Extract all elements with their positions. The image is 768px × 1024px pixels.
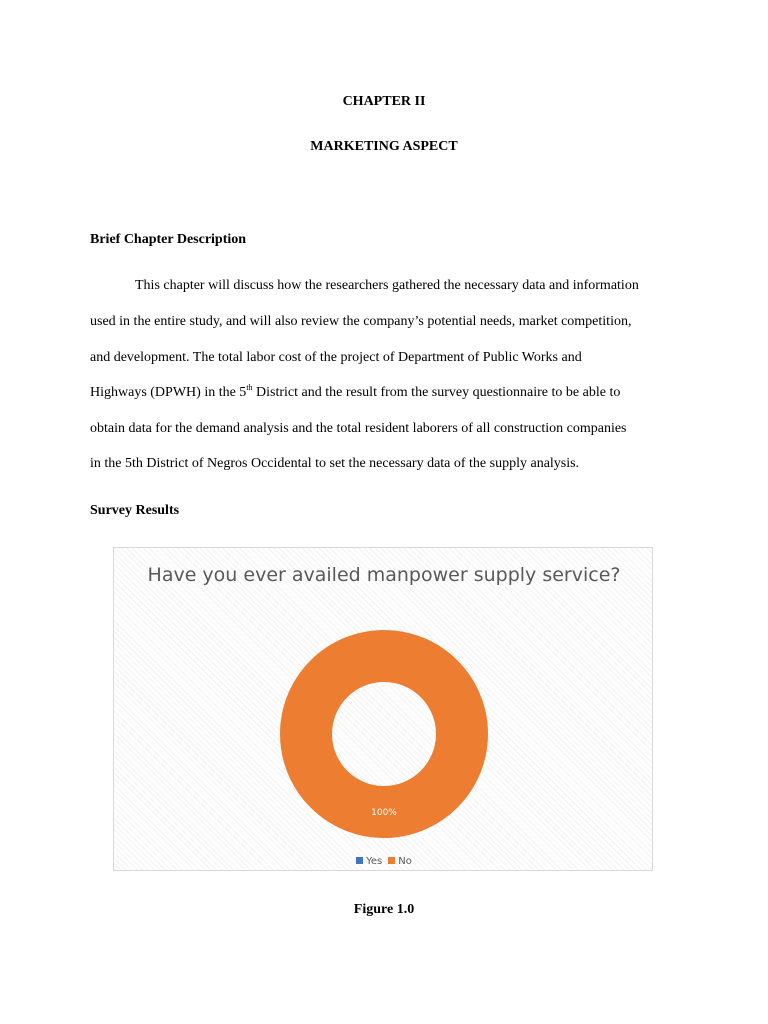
paragraph-line-4-start: Highways (DPWH) in the 5: [90, 385, 247, 400]
paragraph-line-2: used in the entire study, and will also review the company’s potential needs, market competition,: [90, 314, 632, 329]
data-label-no: 100%: [371, 808, 397, 818]
survey-results-heading: Survey Results: [90, 503, 180, 518]
survey-chart: [113, 547, 653, 871]
legend-label-yes: Yes: [366, 856, 383, 867]
legend-entry-yes: [356, 856, 382, 867]
ordinal-superscript: th: [246, 383, 253, 392]
donut-slice-no: [306, 656, 462, 812]
legend-entry-no: [388, 856, 412, 867]
donut-chart-svg: [114, 548, 654, 872]
chapter-title: CHAPTER II: [342, 94, 426, 109]
legend-label-no: No: [398, 856, 412, 867]
legend-swatch-no: [388, 857, 395, 864]
paragraph-line-1: This chapter will discuss how the researchers gathered the necessary data and information: [135, 278, 639, 293]
paragraph-line-3: and development. The total labor cost of the project of Department of Public Works and: [90, 350, 582, 365]
paragraph-line-6: in the 5th District of Negros Occidental to set the necessary data of the supply analysis.: [90, 456, 580, 471]
legend-swatch-yes: [356, 857, 363, 864]
chart-title: Have you ever availed manpower supply service?: [147, 564, 621, 586]
paragraph-line-4: [90, 385, 620, 401]
paragraph-line-5: obtain data for the demand analysis and the total resident laborers of all construction companies: [90, 421, 627, 436]
figure-caption: Figure 1.0: [353, 902, 415, 917]
chapter-subtitle: MARKETING ASPECT: [310, 139, 458, 154]
chart-legend: [114, 856, 654, 867]
brief-description-heading: Brief Chapter Description: [90, 232, 247, 247]
paragraph-line-4-end: District and the result from the survey questionnaire to be able to: [252, 385, 621, 400]
